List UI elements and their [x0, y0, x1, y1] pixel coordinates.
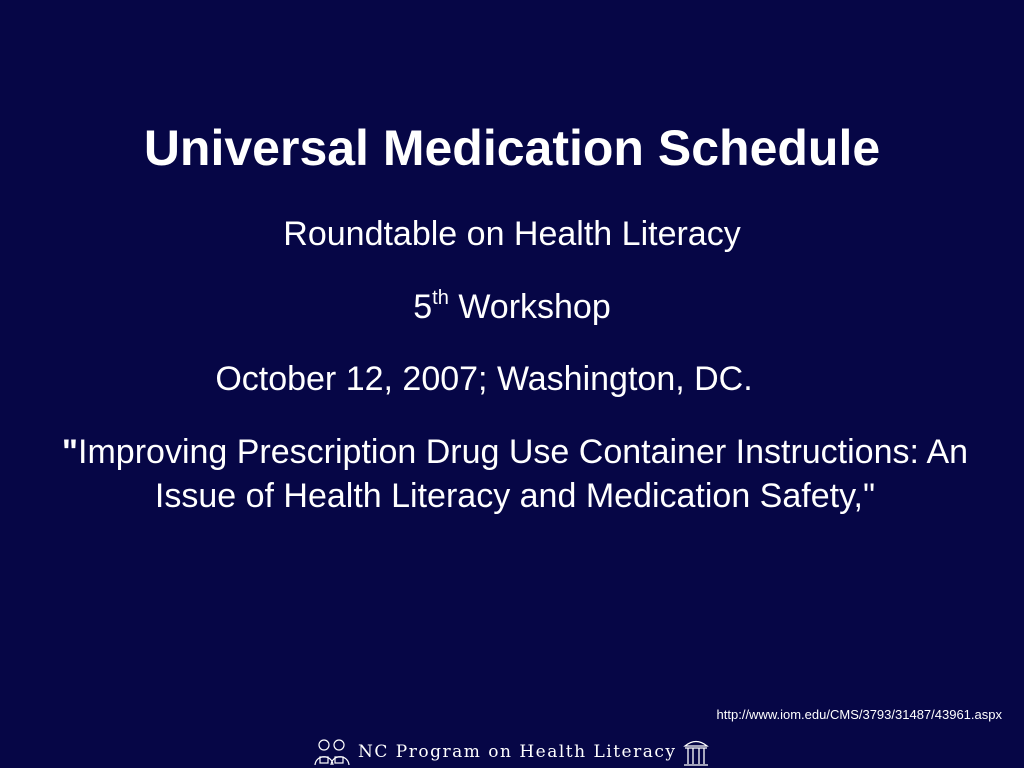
source-url[interactable]: http://www.iom.edu/CMS/3793/31487/43961.aspx	[716, 707, 1002, 722]
workshop-ordinal: th	[432, 287, 449, 309]
date-location: October 12, 2007; Washington, DC.	[215, 360, 753, 398]
readers-icon	[312, 737, 352, 767]
slide-title: Universal Medication Schedule	[143, 120, 881, 176]
report-title-quote	[20, 430, 1010, 518]
slide-subtitle: Roundtable on Health Literacy	[283, 215, 741, 253]
footer-branding	[312, 735, 709, 768]
old-well-icon	[683, 737, 709, 767]
workshop-line	[0, 287, 1024, 327]
program-name: NC Program on Health Literacy	[358, 741, 677, 762]
workshop-label: Workshop	[458, 288, 611, 326]
open-quote: "	[61, 433, 79, 471]
workshop-number: 5	[413, 288, 433, 326]
report-title-text: Improving Prescription Drug Use Container Instructions: An Issue of Health Literacy and Medication Safety,"	[78, 433, 969, 515]
